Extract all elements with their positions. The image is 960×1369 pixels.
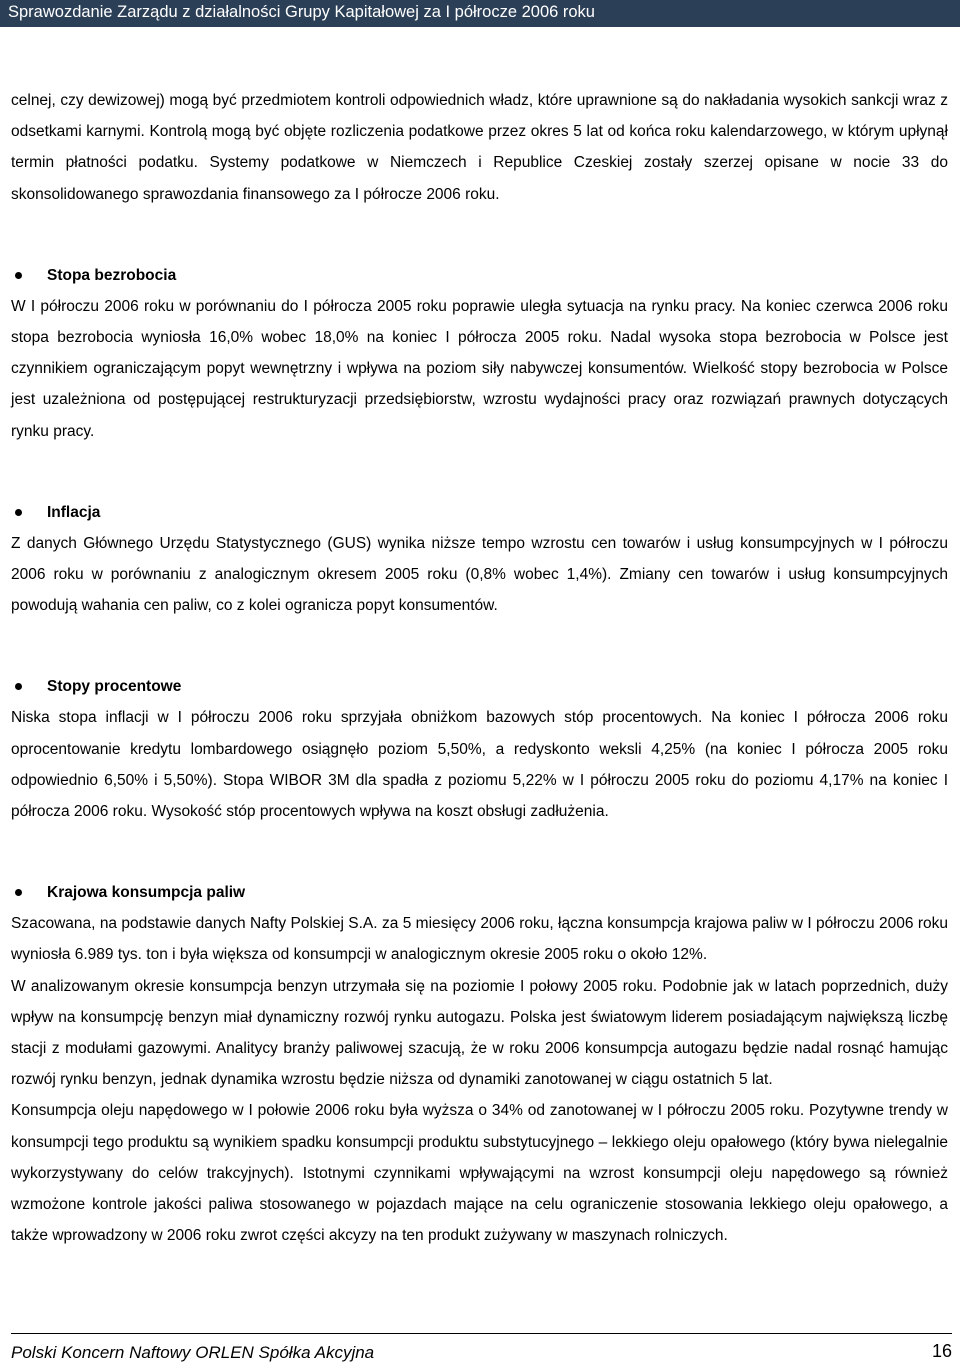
section-paragraph: W I półroczu 2006 roku w porównaniu do I półrocza 2005 roku poprawie uległa sytuacja na rynku pracy. Na koniec czerwca 2006 roku stopa bezrobocia wyniosła 16,0% wobec 18,0% na koniec I półrocza 2005 roku. Nadal wysoka stopa bezrobocia w Polsce jest czynnikiem ograniczającym popyt wewnętrzny i wpływa na poziom siły nabywczej konsumentów. Wielkość stopy bezrobocia w Polsce jest uzależniona od postępującej restrukturyzacji przedsiębiorstw, wzrostu wydajności pracy oraz rozwiązań prawnych dotyczących rynku pracy. (11, 297, 948, 440)
bullet-icon (15, 272, 22, 279)
document-title: Sprawozdanie Zarządu z działalności Grupy Kapitałowej za I półrocze 2006 roku (8, 3, 595, 21)
section-heading-row (11, 260, 948, 291)
section-paragraph: Konsumpcja oleju napędowego w I połowie 2006 roku była wyższa o 34% od zanotowanej w I półroczu 2005 roku. Pozytywne trendy w konsumpcji tego produktu są wynikiem spadku konsumpcji produktu substytucyjnego – lekkiego oleju opałowego (który bywa nielegalnie wykorzystywany do celów trakcyjnych). Istotnymi czynnikami wpływającymi na wzrost konsumpcji oleju napędowego są również wzmożone kontrole jakości paliwa stosowanego w pojazdach mające na celu ograniczenie stosowania lekkiego oleju opałowego, a także wprowadzony w 2006 roku zwrot części akcyzy na ten produkt zużywany w maszynach rolniczych. (11, 1102, 948, 1245)
section-paragraph: Z danych Głównego Urzędu Statystycznego (GUS) wynika niższe tempo wzrostu cen towarów i usług konsumpcyjnych w I półroczu 2006 roku w porównaniu z analogicznym okresem 2005 roku (0,8% wobec 1,4%). Zmiany cen towarów i usług konsumpcyjnych powodują wahania cen paliw, co z kolei ogranicza popyt konsumentów. (11, 534, 948, 615)
bullet-icon (15, 509, 22, 516)
section-heading: Inflacja (47, 503, 101, 521)
section-inflation (11, 466, 948, 622)
section-heading-row (11, 671, 948, 702)
section-unemployment (11, 229, 948, 447)
section-paragraph: Szacowana, na podstawie danych Nafty Polskiej S.A. za 5 miesięcy 2006 roku, łączna konsumpcja krajowa paliw w I półroczu 2006 roku wyniosła 6.989 tys. ton i była większa od konsumpcji w analogicznym okresie 2005 roku o około 12%. (11, 915, 948, 964)
section-heading-row (11, 877, 948, 908)
section-heading: Stopy procentowe (47, 678, 182, 696)
section-heading: Stopa bezrobocia (47, 266, 177, 284)
page-number: 16 (931, 1341, 952, 1361)
document-body (11, 85, 948, 1251)
footer-company-name: Polski Koncern Naftowy ORLEN Spółka Akcyjna (11, 1343, 375, 1362)
section-paragraph: W analizowanym okresie konsumpcja benzyn utrzymała się na poziomie I połowy 2005 roku. Podobnie jak w latach poprzednich, duży wpływ na konsumpcję benzyn miał dynamiczny rozwój rynku autogazu. Polska jest światowym liderem posiadającym największą liczbę stacji z modułami gazowymi. Analitycy branży paliwowej szacują, że w roku 2006 konsumpcja autogazu będzie nadal rosnąć hamując rozwój rynku benzyn, jednak dynamika wzrostu będzie niższa od dynamiki zanotowanej w ciągu ostatnich 5 lat. (11, 977, 948, 1089)
bullet-icon (15, 683, 22, 690)
page-footer (11, 1333, 952, 1362)
section-fuel-consumption (11, 846, 948, 1251)
section-heading: Krajowa konsumpcja paliw (47, 884, 246, 902)
section-interest-rates (11, 640, 948, 827)
page-header (0, 0, 960, 27)
bullet-icon (15, 889, 22, 896)
intro-paragraph: celnej, czy dewizowej) mogą być przedmiotem kontroli odpowiednich władz, które uprawnione są do nakładania wysokich sankcji wraz z odsetkami karnymi. Kontrolą mogą być objęte rozliczenia podatkowe przez okres 5 lat od końca roku kalendarzowego, w którym upłynął termin płatności podatku. Systemy podatkowe w Niemczech i Republice Czeskiej zostały szerzej opisane w nocie 33 do skonsolidowanego sprawozdania finansowego za I półrocze 2006 roku. (11, 92, 948, 203)
section-paragraph: Niska stopa inflacji w I półroczu 2006 roku sprzyjała obniżkom bazowych stóp procentowych. Na koniec I półrocza 2006 roku oprocentowanie kredytu lombardowego osiągnęło poziom 5,50%, a redyskonto weksli 4,25% (na koniec I półrocza 2005 roku odpowiednio 6,50% i 5,50%). Stopa WIBOR 3M dla spadła z poziomu 5,22% w I półroczu 2005 roku do poziomu 4,17% na koniec I półrocza 2006 roku. Wysokość stóp procentowych wpływa na koszt obsługi zadłużenia. (11, 709, 948, 821)
section-heading-row (11, 497, 948, 528)
